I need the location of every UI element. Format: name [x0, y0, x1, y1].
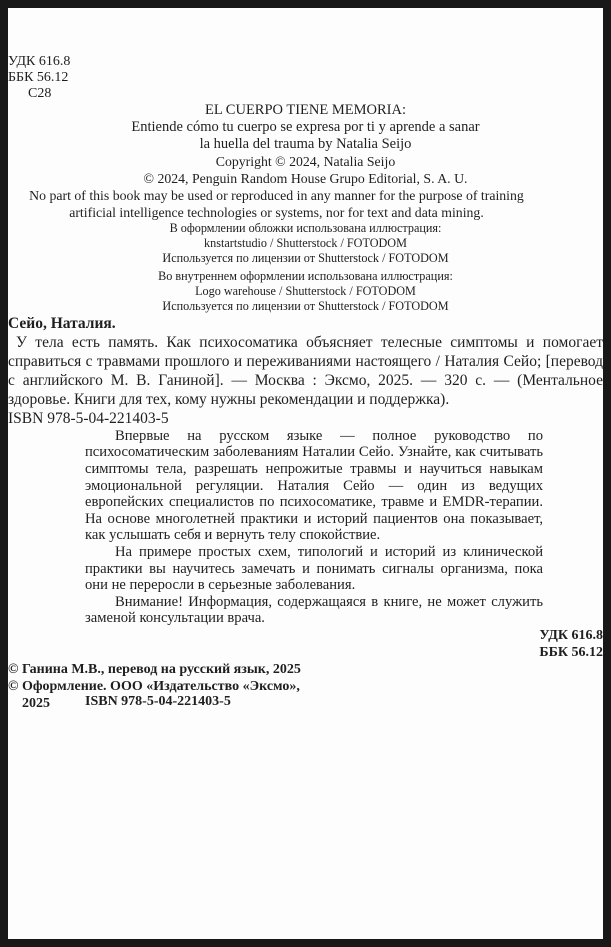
- udk-number-bottom: УДК 616.8: [539, 627, 603, 643]
- annotation-paragraph-3: Внимание! Информация, содержащаяся в книге, не может служить заменой консультации врача.: [85, 593, 543, 627]
- interior-credit-line-2: Logo warehouse / Shutterstock / FOTODOM: [195, 284, 416, 299]
- classification-block-top: [8, 8, 603, 102]
- cover-credit-line-1: В оформлении обложки использована иллюстрация:: [169, 221, 442, 235]
- interior-credit-line-3: Используется по лицензии от Shutterstock / FOTODOM: [162, 298, 449, 313]
- translation-copyright: © Ганина М.В., перевод на русский язык, 2025: [8, 661, 301, 677]
- copyright-block: [8, 153, 603, 187]
- catalog-record-block: [8, 333, 603, 409]
- cover-illustration-credit: [8, 221, 603, 265]
- footer-isbn: ISBN 978-5-04-221403-5: [85, 693, 231, 709]
- udk-number-top: УДК 616.8: [8, 54, 71, 69]
- interior-illustration-credit: [8, 269, 603, 313]
- catalog-isbn: ISBN 978-5-04-221403-5: [8, 409, 169, 427]
- original-title-block: [8, 102, 603, 153]
- annotation-block: [8, 428, 603, 627]
- copyright-line-1: Copyright © 2024, Natalia Seijo: [215, 154, 396, 169]
- author-sign-code: С28: [28, 86, 52, 101]
- catalog-author: Сейо, Наталия.: [8, 314, 116, 332]
- original-title-line-1: EL CUERPO TIENE MEMORIA:: [205, 102, 406, 118]
- copyright-line-2: © 2024, Penguin Random House Grupo Editorial, S. A. U.: [143, 171, 468, 186]
- original-title-line-3: la huella del trauma by Natalia Seijo: [199, 136, 412, 152]
- ai-training-notice: No part of this book may be used or reproduced in any manner for the purpose of training artificial intelligence technologies or systems, nor for text and data mining.: [29, 188, 524, 220]
- design-copyright: © Оформление. ООО «Издательство «Эксмо», 2025: [8, 678, 300, 711]
- annotation-paragraph-1: Впервые на русском языке — полное руководство по психосоматическим заболеваниям Наталии Сейо. Узнайте, как считывать симптомы тела, разрешать непрожитые травмы и научиться навыкам эмоциональной регуляции. Наталия Сейо — один из ведущих европейских специалистов по психосоматике, травме и EMDR-терапии. На основе многолетней практики и историй пациентов она показывает, как услышать себя и вернуть телу спокойствие.: [85, 427, 543, 544]
- bbk-number-bottom: ББК 56.12: [539, 644, 603, 660]
- cover-credit-line-2: knstartstudio / Shutterstock / FOTODOM: [204, 235, 407, 250]
- catalog-record-text: У тела есть память. Как психосоматика объясняет телесные симптомы и помогает справиться с травмами прошлого и переживаниями настоящего / Наталия Сейо; [перевод с английского М. В. Ганиной]. — Москва : Эксмо, 2025. — 320 с. — (Ментальное здоровье. Книги для тех, кому нужны рекомендации и поддержка).: [8, 333, 603, 408]
- annotation-paragraph-2: На примере простых схем, типологий и историй из клинической практики вы научитесь замечать и понимать сигналы организма, пока они не переросли в серьезные заболевания.: [85, 543, 543, 594]
- cover-credit-line-3: Используется по лицензии от Shutterstock / FOTODOM: [162, 250, 449, 265]
- imprint-footer: [8, 661, 603, 712]
- classification-block-bottom: [8, 627, 603, 661]
- bbk-number-top: ББК 56.12: [8, 70, 69, 85]
- book-copyright-page: [8, 8, 603, 939]
- interior-credit-line-1: Во внутреннем оформлении использована иллюстрация:: [158, 269, 453, 284]
- original-title-line-2: Entiende cómo tu cuerpo se expresa por ti y aprende a sanar: [131, 119, 480, 135]
